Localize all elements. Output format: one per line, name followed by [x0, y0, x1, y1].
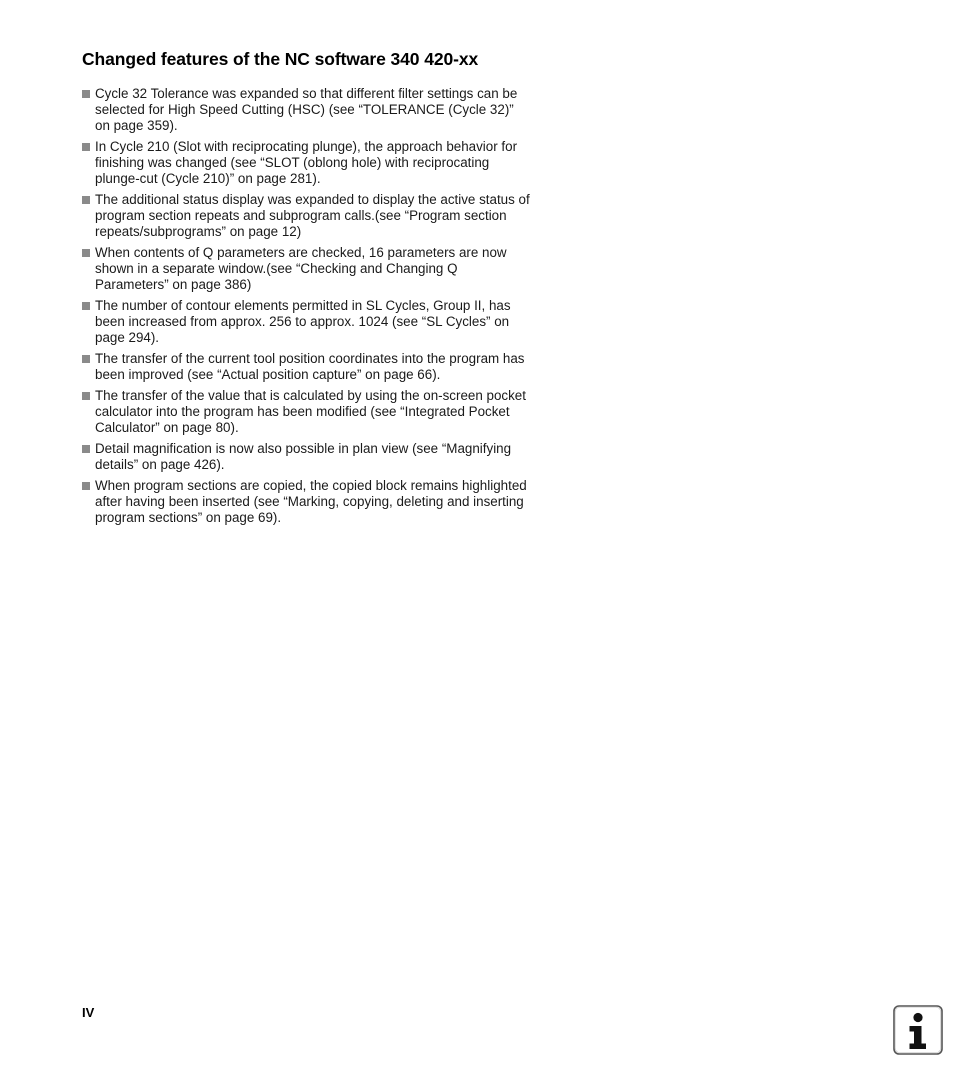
list-item — [82, 298, 530, 346]
list-item — [82, 478, 530, 526]
square-bullet-icon — [82, 482, 90, 490]
list-item — [82, 245, 530, 293]
square-bullet-icon — [82, 90, 90, 98]
info-icon — [893, 1005, 943, 1055]
list-item-text: When contents of Q parameters are checked, 16 parameters are now shown in a separate window.(see “Checking and Changing Q Parameters” on page 386) — [95, 245, 507, 292]
list-item — [82, 192, 530, 240]
page-number: IV — [82, 1005, 95, 1020]
square-bullet-icon — [82, 392, 90, 400]
list-item-text: Detail magnification is now also possible in plan view (see “Magnifying details” on page 426). — [95, 441, 512, 472]
list-item-text: In Cycle 210 (Slot with reciprocating plunge), the approach behavior for finishing was changed (see “SLOT (oblong hole) with reciprocating plunge-cut (Cycle 210)” on page 281). — [95, 139, 518, 186]
page-heading: Changed features of the NC software 340 420-xx — [82, 49, 479, 69]
square-bullet-icon — [82, 143, 90, 151]
list-item-text: The number of contour elements permitted in SL Cycles, Group II, has been increased from approx. 256 to approx. 1024 (see “SL Cycles” on page 294). — [95, 298, 511, 345]
list-item-text: The transfer of the current tool position coordinates into the program has been improved (see “Actual position capture” on page 66). — [95, 351, 525, 382]
list-item — [82, 441, 530, 473]
square-bullet-icon — [82, 302, 90, 310]
list-item-text: The additional status display was expanded to display the active status of program section repeats and subprogram calls.(see “Program section repeats/subprograms” on page 12) — [95, 192, 530, 239]
list-item — [82, 351, 530, 383]
list-item-text: Cycle 32 Tolerance was expanded so that different filter settings can be selected for High Speed Cutting (HSC) (see “TOLERANCE (Cycle 32)” on page 359). — [95, 86, 518, 133]
list-item-text: When program sections are copied, the copied block remains highlighted after having been inserted (see “Marking, copying, deleting and inserting program sections” on page 69). — [95, 478, 527, 525]
list-item-text: The transfer of the value that is calculated by using the on-screen pocket calculator into the program has been modified (see “Integrated Pocket Calculator” on page 80). — [95, 388, 526, 435]
list-item — [82, 388, 530, 436]
square-bullet-icon — [82, 445, 90, 453]
list-item — [82, 86, 530, 134]
change-list — [82, 86, 530, 531]
square-bullet-icon — [82, 355, 90, 363]
square-bullet-icon — [82, 196, 90, 204]
square-bullet-icon — [82, 249, 90, 257]
list-item — [82, 139, 530, 187]
